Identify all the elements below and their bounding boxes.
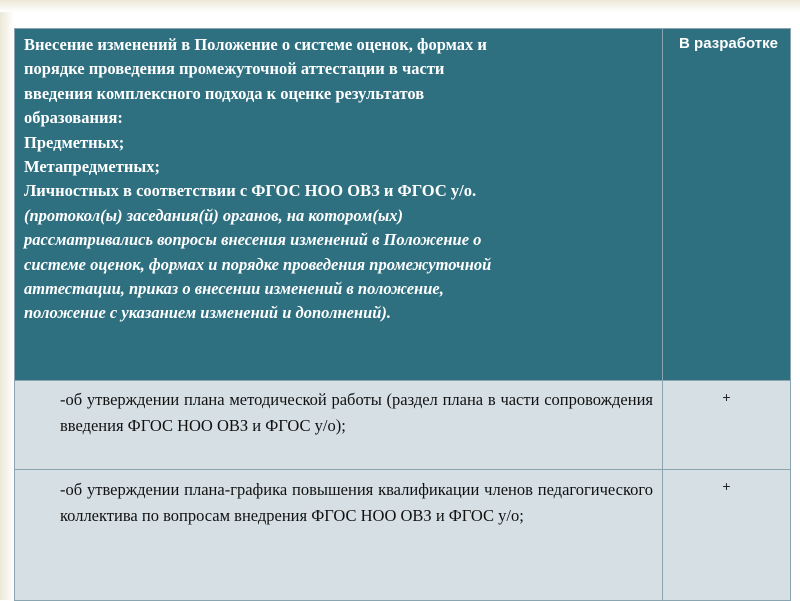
header-line: введения комплексного подхода к оценке результатов [24,83,425,103]
header-italic-line: рассматривались вопросы внесения изменений в Положение о [24,230,482,250]
row-status-cell: + [663,381,791,470]
row-text: -об утверждении плана методической работы (раздел плана в части сопровождения введения ФГОС НОО ОВЗ и ФГОС у/о); [60,390,653,435]
header-status-cell [663,29,791,381]
slide-edge-decoration-top [0,0,800,12]
slide-edge-decoration [0,0,14,600]
row-status-cell: + [663,470,791,601]
table-row [15,381,791,470]
row-description-cell [15,381,663,470]
header-line: образования: [24,108,123,128]
header-line: Метапредметных; [24,157,160,177]
header-description-cell [15,29,663,381]
table-header-row [15,29,791,381]
header-text [16,30,661,326]
row-description-cell [15,470,663,601]
header-italic-line: аттестации, приказ о внесении изменений в положение, [24,279,444,299]
header-italic-line: положение с указанием изменений и дополнений). [24,303,392,323]
header-line: Предметных; [24,132,125,152]
document-table [14,28,791,601]
status-label: В разработке [679,35,778,52]
table-row [15,470,791,601]
header-italic-line: (протокол(ы) заседания(й) органов, на котором(ых) [24,205,404,225]
header-line: Личностных в соответствии с ФГОС НОО ОВЗ и ФГОС у/о. [24,181,477,201]
header-line: порядке проведения промежуточной аттестации в части [24,59,445,79]
row-text: -об утверждении плана-графика повышения квалификации членов педагогического коллектива по вопросам внедрения ФГОС НОО ОВЗ и ФГОС у/о; [60,480,653,525]
header-italic-line: системе оценок, формах и порядке проведения промежуточной [24,254,492,274]
header-line: Внесение изменений в Положение о системе оценок, формах и [24,35,487,54]
